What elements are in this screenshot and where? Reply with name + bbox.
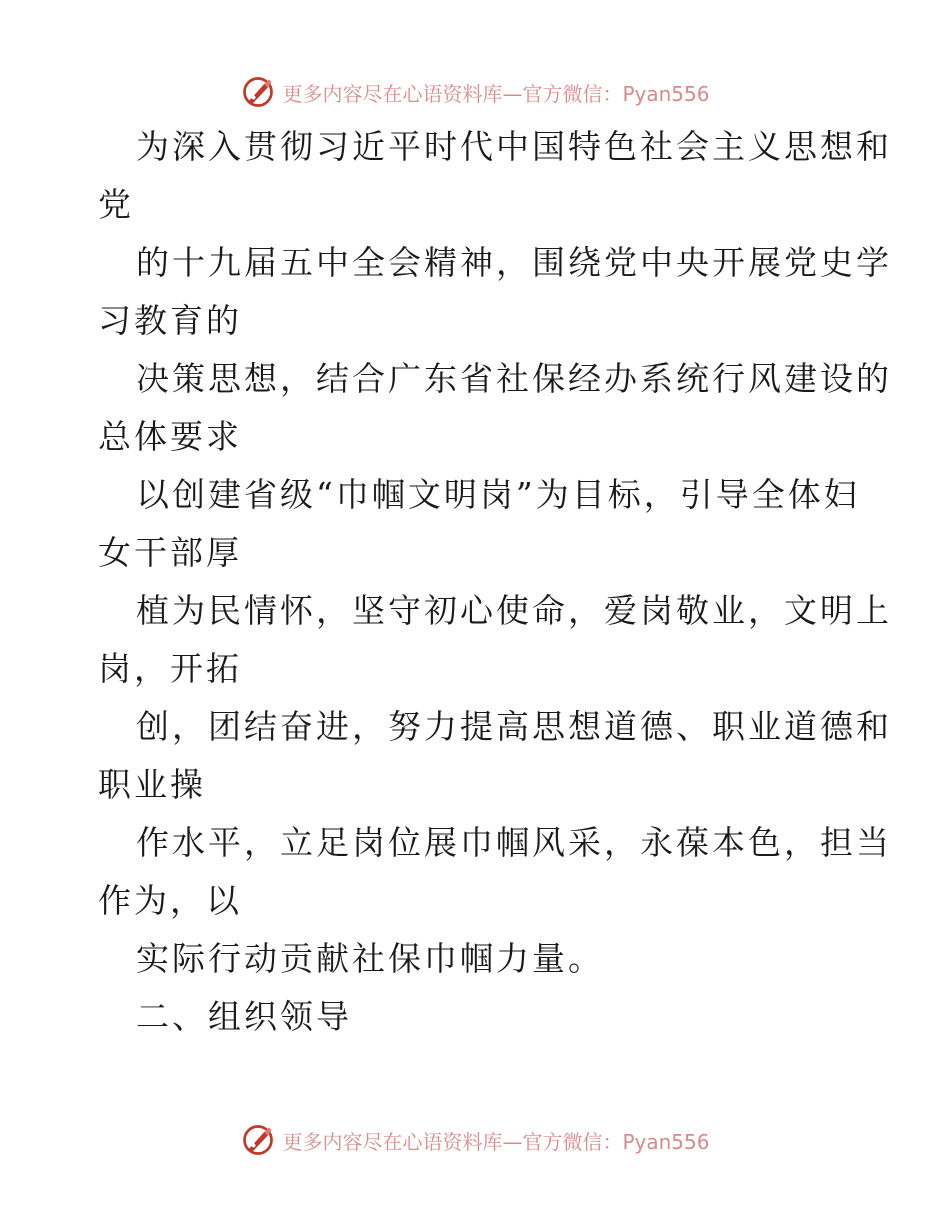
body-line: 实际行动贡献社保巾帼力量。	[136, 939, 604, 978]
header-banner	[0, 72, 950, 112]
body-line: 职业操	[98, 765, 206, 804]
body-line: 总体要求	[98, 417, 242, 456]
body-line: 党	[98, 185, 134, 224]
footer-banner-inner	[240, 1122, 709, 1158]
body-line: 创，团结奋进，努力提高思想道德、职业道德和	[136, 707, 892, 746]
logo-icon	[240, 1122, 276, 1158]
footer-banner	[0, 1120, 950, 1160]
header-banner-text: 更多内容尽在心语资料库—官方微信：Pyan556	[282, 81, 710, 106]
body-line: 以创建省级“巾帼文明岗”为目标，引导全体妇	[136, 475, 860, 514]
body-line: 决策思想，结合广东省社保经办系统行风建设的	[136, 359, 892, 398]
body-line: 岗，开拓	[98, 649, 242, 688]
body-line: 植为民情怀，坚守初心使命，爱岗敬业，文明上	[136, 591, 892, 630]
body-line: 的十九届五中全会精神，围绕党中央开展党史学	[136, 243, 892, 282]
header-banner-inner	[240, 74, 709, 110]
body-line: 女干部厚	[98, 533, 242, 572]
body-line: 作为，以	[98, 881, 242, 920]
logo-icon	[240, 74, 276, 110]
body-line: 习教育的	[98, 301, 242, 340]
body-line: 为深入贯彻习近平时代中国特色社会主义思想和	[136, 127, 892, 166]
document-body	[98, 118, 892, 1046]
footer-banner-text: 更多内容尽在心语资料库—官方微信：Pyan556	[282, 1129, 710, 1154]
body-line: 作水平，立足岗位展巾帼风采，永葆本色，担当	[136, 823, 892, 862]
section-heading: 二、组织领导	[136, 997, 352, 1036]
